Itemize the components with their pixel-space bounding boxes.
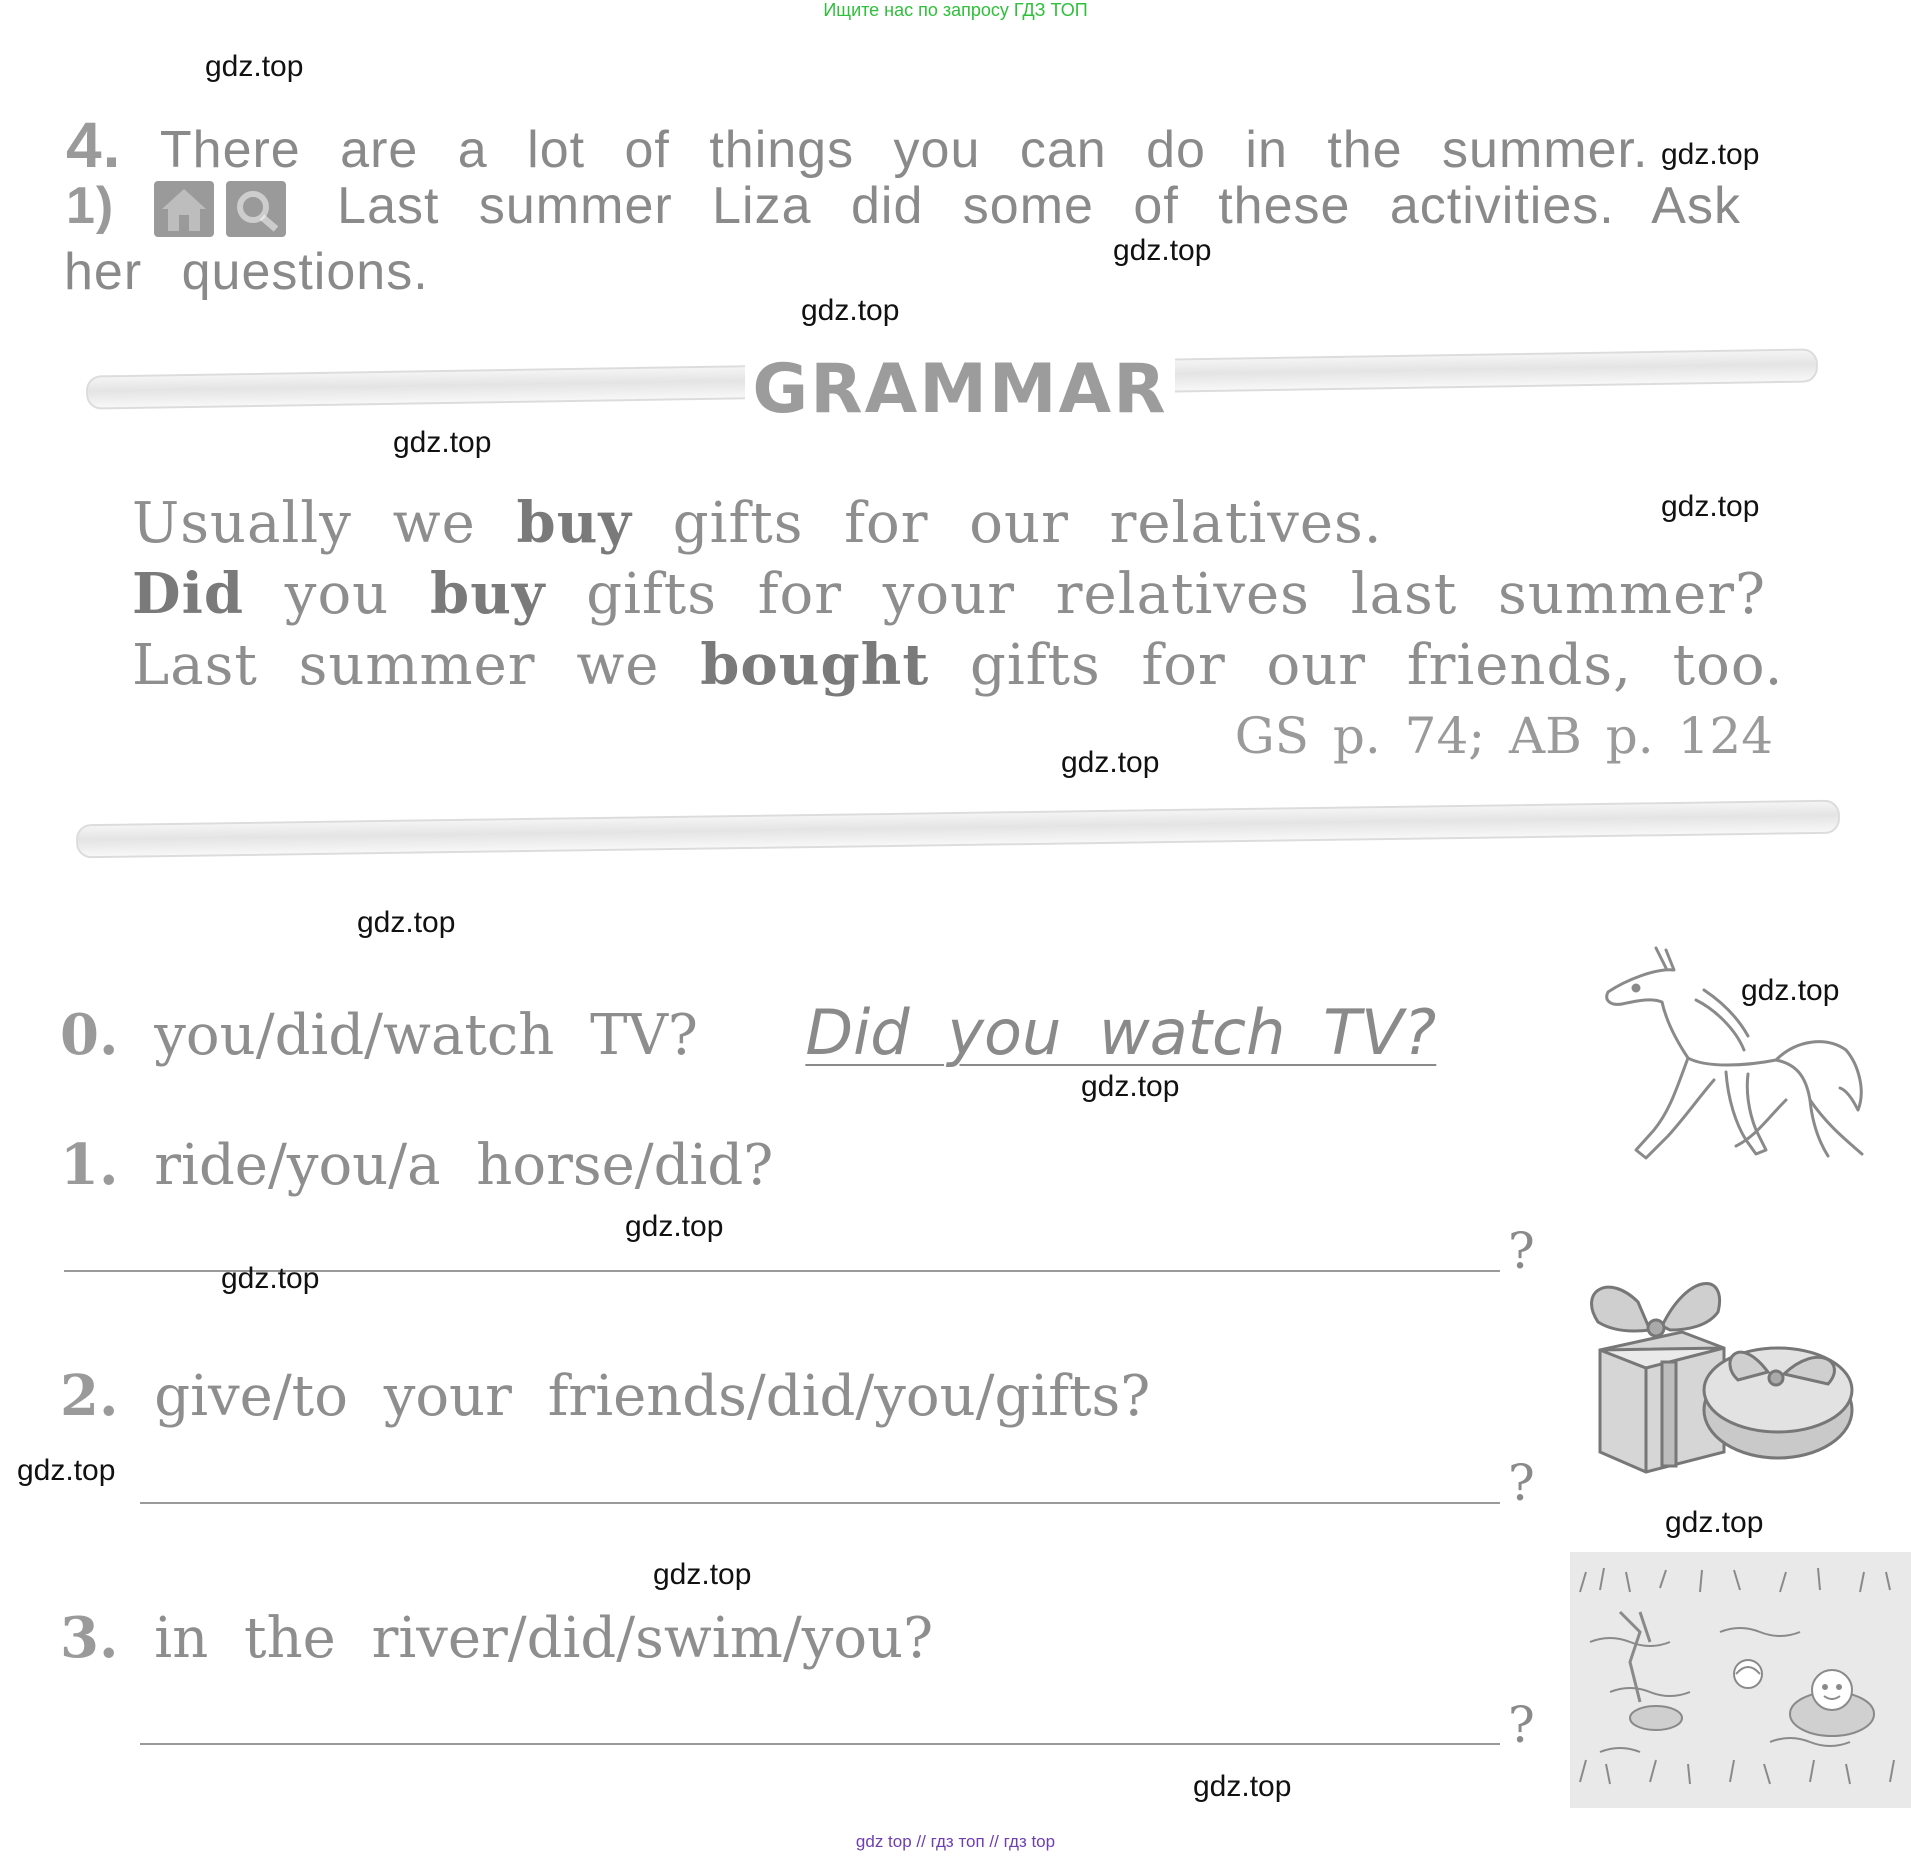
watermark: gdz.top [1661, 138, 1760, 171]
grammar-verb: buy [516, 490, 632, 556]
exercise-prompt: give/to your friends/did/you/gifts? [154, 1364, 1151, 1429]
watermark: gdz.top [393, 426, 492, 459]
grammar-text: gifts for our relatives. [631, 491, 1383, 556]
watermark: gdz.top [221, 1262, 320, 1295]
grammar-example-3 [132, 632, 1783, 698]
watermark: gdz.top [1665, 1506, 1764, 1539]
grammar-verb: buy [430, 561, 546, 627]
question-mark: ? [1508, 1696, 1535, 1754]
watermark: gdz.top [1113, 234, 1212, 267]
exercise-number: 1. [60, 1132, 119, 1198]
grammar-text: you [244, 562, 431, 627]
exercise-prompt: you/did/watch TV? [154, 1003, 698, 1068]
example-answer: Did you watch TV? [805, 996, 1437, 1069]
exercise-1 [60, 1132, 773, 1198]
exercise-prompt: ride/you/a horse/did? [154, 1133, 774, 1198]
watermark: gdz.top [1741, 974, 1840, 1007]
grammar-example-2 [132, 561, 1766, 627]
grammar-example-1 [132, 490, 1383, 556]
grammar-text: Last summer we [132, 633, 701, 698]
grammar-text: gifts for our friends, too. [929, 633, 1784, 698]
task-title: There are a lot of things you can do in the summer. [159, 121, 1649, 179]
grammar-reference: GS p. 74; AB p. 124 [1234, 707, 1773, 765]
magnifier-icon [226, 181, 286, 237]
watermark: gdz.top [625, 1210, 724, 1243]
watermark: gdz.top [1193, 1770, 1292, 1803]
swimming-illustration [1570, 1552, 1911, 1808]
task-instruction [66, 176, 1741, 237]
watermark: gdz.top [17, 1454, 116, 1487]
grammar-verb: bought [700, 632, 930, 698]
instruction-line-1: Last summer Liza did some of these activities. Ask [337, 177, 1741, 235]
answer-field-3[interactable] [140, 1743, 1500, 1745]
instruction-line-2: her questions. [64, 243, 429, 301]
task-heading [66, 108, 1648, 182]
home-icon [154, 181, 214, 237]
grammar-title: GRAMMAR [745, 350, 1175, 429]
exercise-number: 2. [60, 1363, 119, 1429]
grammar-text: gifts for your relatives last summer? [545, 562, 1766, 627]
exercise-number: 3. [60, 1605, 119, 1671]
exercise-3 [60, 1605, 933, 1671]
bottom-banner: gdz top // гдз топ // гдз top [855, 1832, 1056, 1851]
watermark: gdz.top [653, 1558, 752, 1591]
question-mark: ? [1508, 1222, 1535, 1280]
watermark: gdz.top [357, 906, 456, 939]
task-number: 4. [66, 109, 122, 181]
answer-field-2[interactable] [140, 1502, 1500, 1504]
watermark: gdz.top [1081, 1070, 1180, 1103]
task-sub-number: 1) [66, 177, 115, 235]
grammar-text: Usually we [132, 491, 517, 556]
exercise-prompt: in the river/did/swim/you? [154, 1606, 934, 1671]
watermark: gdz.top [205, 50, 304, 83]
grammar-bottom-bar [76, 800, 1840, 859]
grammar-auxiliary: Did [132, 561, 244, 627]
gifts-illustration [1578, 1262, 1872, 1482]
exercise-number: 0. [60, 1002, 119, 1068]
watermark: gdz.top [1661, 490, 1760, 523]
exercise-0 [60, 996, 1436, 1069]
exercise-2 [60, 1363, 1150, 1429]
top-banner: Ищите нас по запросу ГДЗ ТОП [823, 0, 1088, 20]
question-mark: ? [1508, 1454, 1535, 1512]
watermark: gdz.top [1061, 746, 1160, 779]
watermark: gdz.top [801, 294, 900, 327]
